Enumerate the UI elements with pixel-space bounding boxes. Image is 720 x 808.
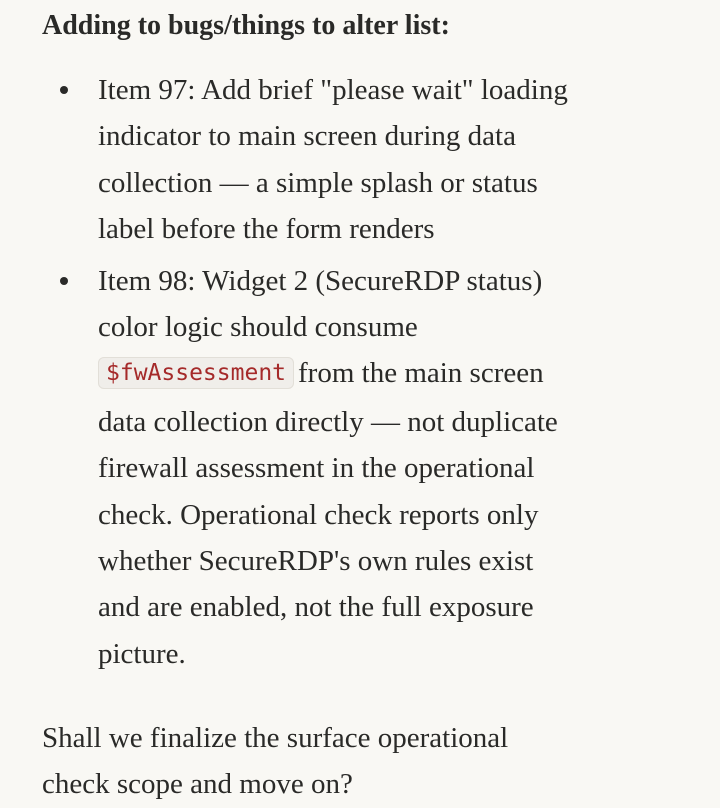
closing-line-1: Shall we finalize the surface operational (42, 722, 509, 754)
item-98-line-2: color logic should consume (98, 311, 418, 344)
item-98-code-line (98, 350, 642, 398)
closing-line-2: check scope and move on? (42, 768, 353, 801)
message-heading: Adding to bugs/things to alter list: (42, 10, 450, 41)
bullet-dot-icon (60, 277, 68, 285)
item-98-line-5: firewall assessment in the operational (98, 452, 535, 485)
item-98-line-6: check. Operational check reports only (98, 498, 539, 531)
bug-list (42, 67, 642, 682)
inline-code-variable: $fwAssessment (98, 357, 294, 389)
bullet-dot-icon (60, 86, 68, 94)
closing-question (42, 715, 662, 808)
list-item-98 (42, 258, 642, 678)
item-98-line-7: whether SecureRDP's own rules exist (98, 545, 534, 578)
list-item-97 (42, 67, 642, 253)
item-97-line-2: indicator to main screen during data (98, 120, 516, 153)
item-98-line-1: Item 98: Widget 2 (SecureRDP status) (98, 264, 543, 297)
item-98-line-9: picture. (98, 637, 186, 670)
item-98-line-4: data collection directly — not duplicate (98, 405, 558, 438)
item-97-line-3: collection — a simple splash or status (98, 166, 538, 199)
item-98-line-8: and are enabled, not the full exposure (98, 591, 534, 624)
item-97-line-1: Item 97: Add brief "please wait" loading (98, 74, 568, 106)
item-98-after-code: from the main screen (298, 357, 544, 390)
item-97-line-4: label before the form renders (98, 213, 435, 246)
